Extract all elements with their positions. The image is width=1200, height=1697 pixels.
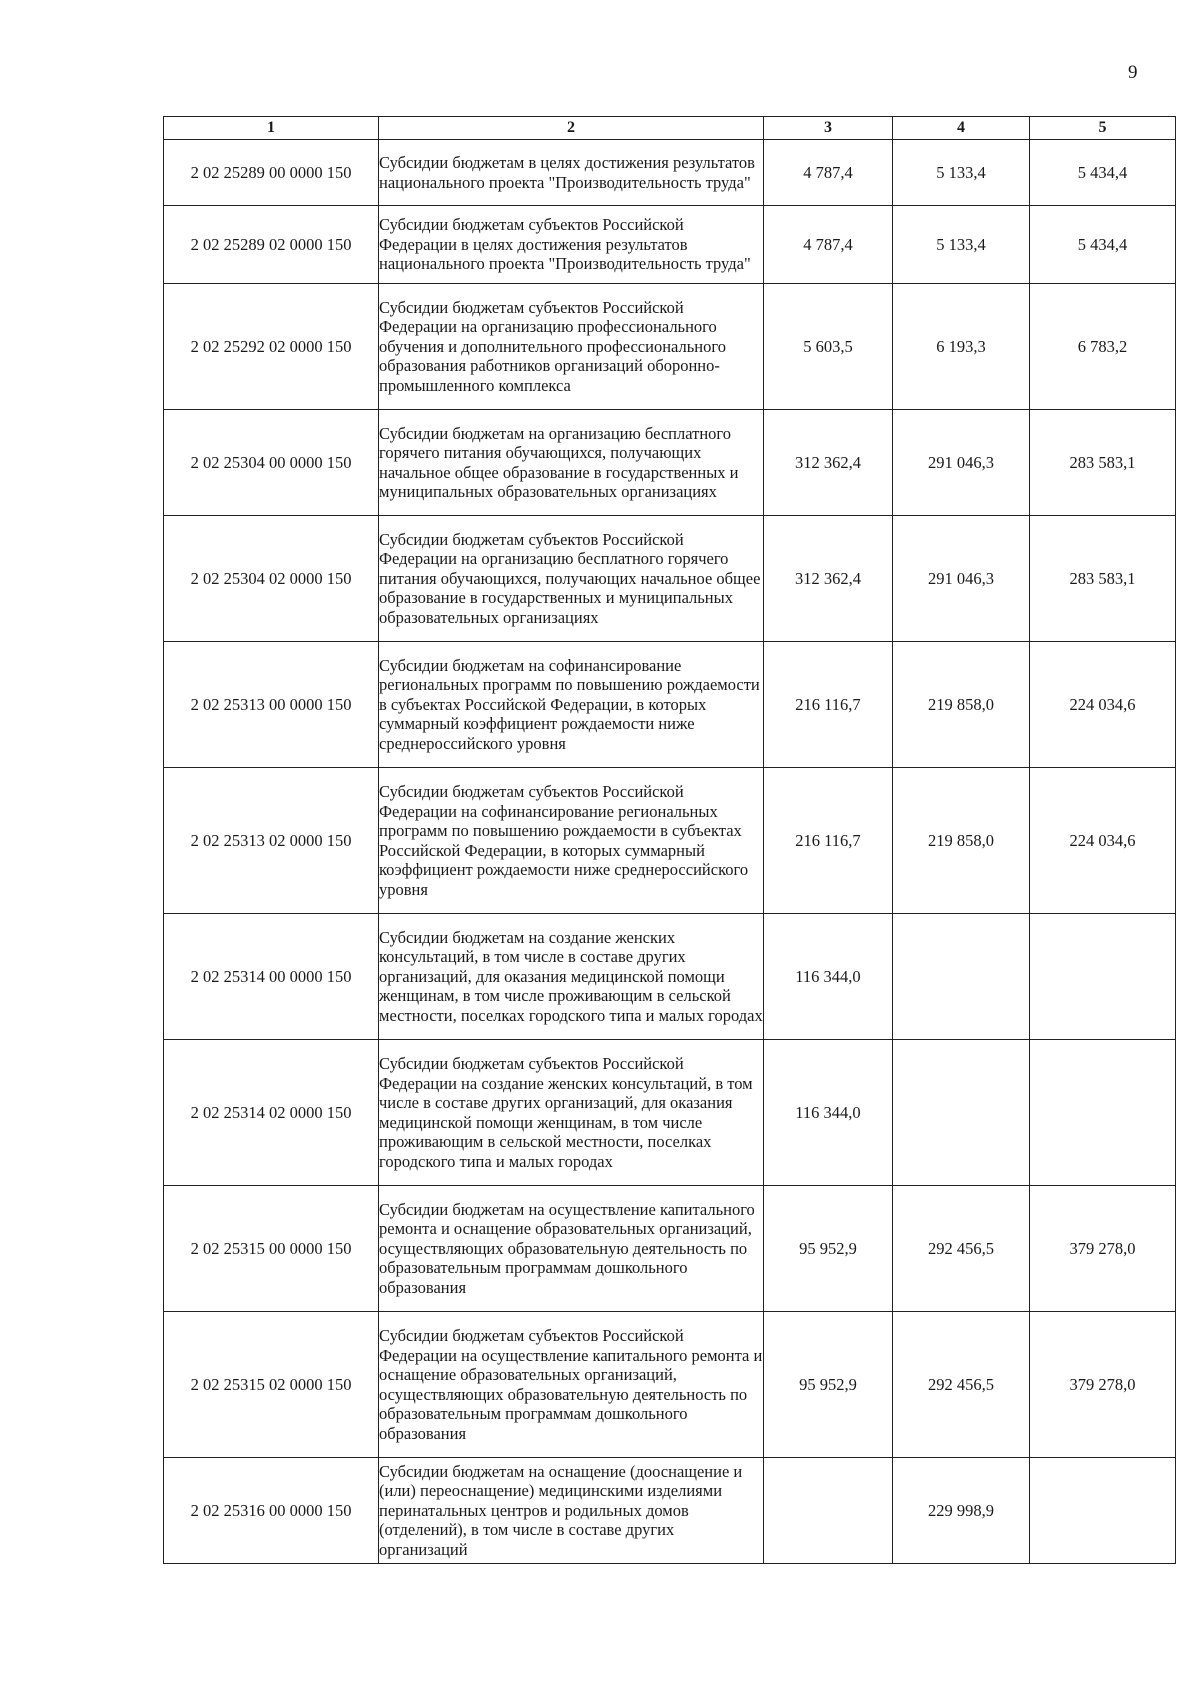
- amount-col-3: 95 952,9: [764, 1312, 893, 1458]
- table-row: [164, 642, 1176, 768]
- amount-col-5: 5 434,4: [1030, 206, 1176, 284]
- header-col-1: 1: [164, 117, 379, 140]
- amount-col-5: [1030, 1040, 1176, 1186]
- amount-col-5: 379 278,0: [1030, 1186, 1176, 1312]
- amount-col-4: 229 998,9: [893, 1458, 1030, 1564]
- amount-col-3: 5 603,5: [764, 284, 893, 410]
- row-description: Субсидии бюджетам субъектов Российской Федерации в целях достижения результатов национального проекта "Производительность труда": [379, 206, 764, 284]
- row-description: Субсидии бюджетам субъектов Российской Федерации на осуществление капитального ремонта и оснащение образовательных организаций, осуществляющих образовательную деятельность по образовательным программам дошкольного образования: [379, 1312, 764, 1458]
- row-description: Субсидии бюджетам на оснащение (дооснащение и (или) переоснащение) медицинскими изделиями перинатальных центров и родильных домов (отделений), в том числе в составе других организаций: [379, 1458, 764, 1564]
- budget-code: 2 02 25304 00 0000 150: [164, 410, 379, 516]
- row-description: Субсидии бюджетам субъектов Российской Федерации на софинансирование региональных программ по повышению рождаемости в субъектах Российской Федерации, в которых суммарный коэффициент рождаемости ниже среднероссийского уровня: [379, 768, 764, 914]
- amount-col-3: 4 787,4: [764, 140, 893, 206]
- amount-col-4: 219 858,0: [893, 768, 1030, 914]
- amount-col-5: 224 034,6: [1030, 768, 1176, 914]
- amount-col-4: 291 046,3: [893, 516, 1030, 642]
- row-description: Субсидии бюджетам субъектов Российской Федерации на организацию бесплатного горячего питания обучающихся, получающих начальное общее образование в государственных и муниципальных образовательных организациях: [379, 516, 764, 642]
- amount-col-5: [1030, 1458, 1176, 1564]
- budget-code: 2 02 25314 02 0000 150: [164, 1040, 379, 1186]
- header-col-3: 3: [764, 117, 893, 140]
- amount-col-5: [1030, 914, 1176, 1040]
- amount-col-4: 291 046,3: [893, 410, 1030, 516]
- budget-table: [163, 116, 1176, 1564]
- amount-col-4: 219 858,0: [893, 642, 1030, 768]
- amount-col-3: 4 787,4: [764, 206, 893, 284]
- table-row: [164, 140, 1176, 206]
- amount-col-3: 216 116,7: [764, 768, 893, 914]
- amount-col-3: [764, 1458, 893, 1564]
- budget-code: 2 02 25313 02 0000 150: [164, 768, 379, 914]
- amount-col-4: 5 133,4: [893, 140, 1030, 206]
- budget-code: 2 02 25315 00 0000 150: [164, 1186, 379, 1312]
- header-col-5: 5: [1030, 117, 1176, 140]
- amount-col-5: 224 034,6: [1030, 642, 1176, 768]
- amount-col-4: [893, 914, 1030, 1040]
- table-row: [164, 1186, 1176, 1312]
- table-row: [164, 284, 1176, 410]
- budget-code: 2 02 25315 02 0000 150: [164, 1312, 379, 1458]
- row-description: Субсидии бюджетам в целях достижения результатов национального проекта "Производительность труда": [379, 140, 764, 206]
- amount-col-3: 312 362,4: [764, 410, 893, 516]
- budget-code: 2 02 25304 02 0000 150: [164, 516, 379, 642]
- table-row: [164, 516, 1176, 642]
- amount-col-3: 95 952,9: [764, 1186, 893, 1312]
- table-row: [164, 1312, 1176, 1458]
- amount-col-4: 6 193,3: [893, 284, 1030, 410]
- header-col-2: 2: [379, 117, 764, 140]
- budget-code: 2 02 25313 00 0000 150: [164, 642, 379, 768]
- amount-col-5: 283 583,1: [1030, 516, 1176, 642]
- row-description: Субсидии бюджетам на осуществление капитального ремонта и оснащение образовательных организаций, осуществляющих образовательную деятельность по образовательным программам дошкольного образования: [379, 1186, 764, 1312]
- amount-col-3: 312 362,4: [764, 516, 893, 642]
- amount-col-5: 5 434,4: [1030, 140, 1176, 206]
- amount-col-5: 6 783,2: [1030, 284, 1176, 410]
- amount-col-3: 116 344,0: [764, 1040, 893, 1186]
- table-row: [164, 1458, 1176, 1564]
- header-col-4: 4: [893, 117, 1030, 140]
- amount-col-4: 292 456,5: [893, 1186, 1030, 1312]
- amount-col-5: 283 583,1: [1030, 410, 1176, 516]
- header-row: [164, 117, 1176, 140]
- budget-code: 2 02 25316 00 0000 150: [164, 1458, 379, 1564]
- amount-col-3: 116 344,0: [764, 914, 893, 1040]
- amount-col-4: 292 456,5: [893, 1312, 1030, 1458]
- amount-col-5: 379 278,0: [1030, 1312, 1176, 1458]
- amount-col-4: 5 133,4: [893, 206, 1030, 284]
- row-description: Субсидии бюджетам субъектов Российской Федерации на создание женских консультаций, в том числе в составе других организаций, для оказания медицинской помощи женщинам, в том числе проживающим в сельской местности, поселках городского типа и малых городах: [379, 1040, 764, 1186]
- amount-col-3: 216 116,7: [764, 642, 893, 768]
- table-row: [164, 1040, 1176, 1186]
- budget-code: 2 02 25289 00 0000 150: [164, 140, 379, 206]
- row-description: Субсидии бюджетам на организацию бесплатного горячего питания обучающихся, получающих начальное общее образование в государственных и муниципальных образовательных организациях: [379, 410, 764, 516]
- row-description: Субсидии бюджетам субъектов Российской Федерации на организацию профессионального обучения и дополнительного профессионального образования работников организаций оборонно-промышленного комплекса: [379, 284, 764, 410]
- budget-code: 2 02 25292 02 0000 150: [164, 284, 379, 410]
- page-number: 9: [1128, 62, 1138, 83]
- table-row: [164, 410, 1176, 516]
- table-row: [164, 914, 1176, 1040]
- row-description: Субсидии бюджетам на создание женских консультаций, в том числе в составе других организаций, для оказания медицинской помощи женщинам, в том числе проживающим в сельской местности, поселках городского типа и малых городах: [379, 914, 764, 1040]
- budget-code: 2 02 25314 00 0000 150: [164, 914, 379, 1040]
- amount-col-4: [893, 1040, 1030, 1186]
- row-description: Субсидии бюджетам на софинансирование региональных программ по повышению рождаемости в субъектах Российской Федерации, в которых суммарный коэффициент рождаемости ниже среднероссийского уровня: [379, 642, 764, 768]
- budget-code: 2 02 25289 02 0000 150: [164, 206, 379, 284]
- table-row: [164, 206, 1176, 284]
- table-row: [164, 768, 1176, 914]
